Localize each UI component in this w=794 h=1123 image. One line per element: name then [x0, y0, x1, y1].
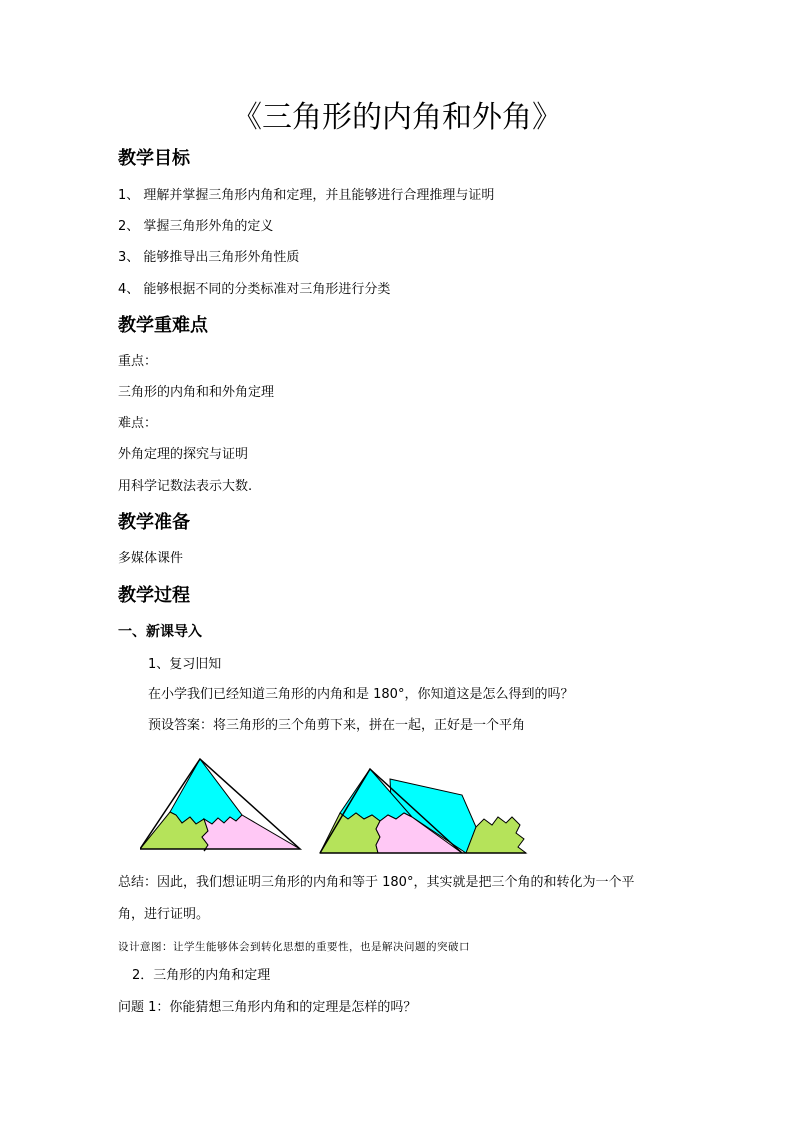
objective-item-1: 1、 理解并掌握三角形内角和定理，并且能够进行合理推理与证明 — [118, 188, 495, 203]
triangle-cut-figure — [140, 755, 540, 859]
preparation-text: 多媒体课件 — [118, 551, 184, 566]
objectives-heading: 教学目标 — [118, 148, 190, 169]
difficulty-text: 外角定理的探究与证明 — [118, 447, 249, 462]
process-subheading: 一、新课导入 — [118, 624, 202, 640]
right-angle-piece — [202, 815, 300, 851]
preparation-heading: 教学准备 — [118, 512, 190, 533]
design-intent: 设计意图：让学生能够体会到转化思想的重要性，也是解决问题的突破口 — [118, 941, 470, 953]
moved-left-piece — [320, 813, 380, 853]
step1-question: 在小学我们已经知道三角形的内角和是 180°，你知道这是怎么得到的吗？ — [148, 687, 574, 702]
focus-text: 三角形的内角和和外角定理 — [118, 385, 275, 400]
rearranged-angles — [320, 769, 526, 853]
objective-item-3: 3、 能够推导出三角形外角性质 — [118, 250, 300, 265]
difficulty-label: 难点： — [118, 416, 158, 431]
question-1: 问题 1：你能猜想三角形内角和的定理是怎样的吗？ — [118, 1000, 417, 1015]
step1-title: 1、复习旧知 — [148, 657, 222, 672]
step1-answer: 预设答案：将三角形的三个角剪下来，拼在一起，正好是一个平角 — [148, 718, 526, 733]
process-heading: 教学过程 — [118, 585, 190, 606]
step2-title: 2．三角形的内角和定理 — [132, 968, 271, 983]
key-points-heading: 教学重难点 — [118, 315, 208, 336]
objective-item-2: 2、 掌握三角形外角的定义 — [118, 219, 274, 234]
top-angle-piece — [170, 759, 242, 824]
summary-line-2: 角，进行证明。 — [118, 907, 210, 922]
page-title: 《三角形的内角和外角》 — [232, 100, 562, 135]
focus-label: 重点： — [118, 354, 158, 369]
moved-third-piece — [466, 817, 526, 853]
objective-item-4: 4、 能够根据不同的分类标准对三角形进行分类 — [118, 282, 391, 297]
original-triangle — [140, 759, 300, 851]
extra-line: 用科学记数法表示大数. — [118, 479, 253, 494]
summary-line-1: 总结：因此，我们想证明三角形的内角和等于 180°，其实就是把三个角的和转化为一个平 — [118, 875, 635, 890]
